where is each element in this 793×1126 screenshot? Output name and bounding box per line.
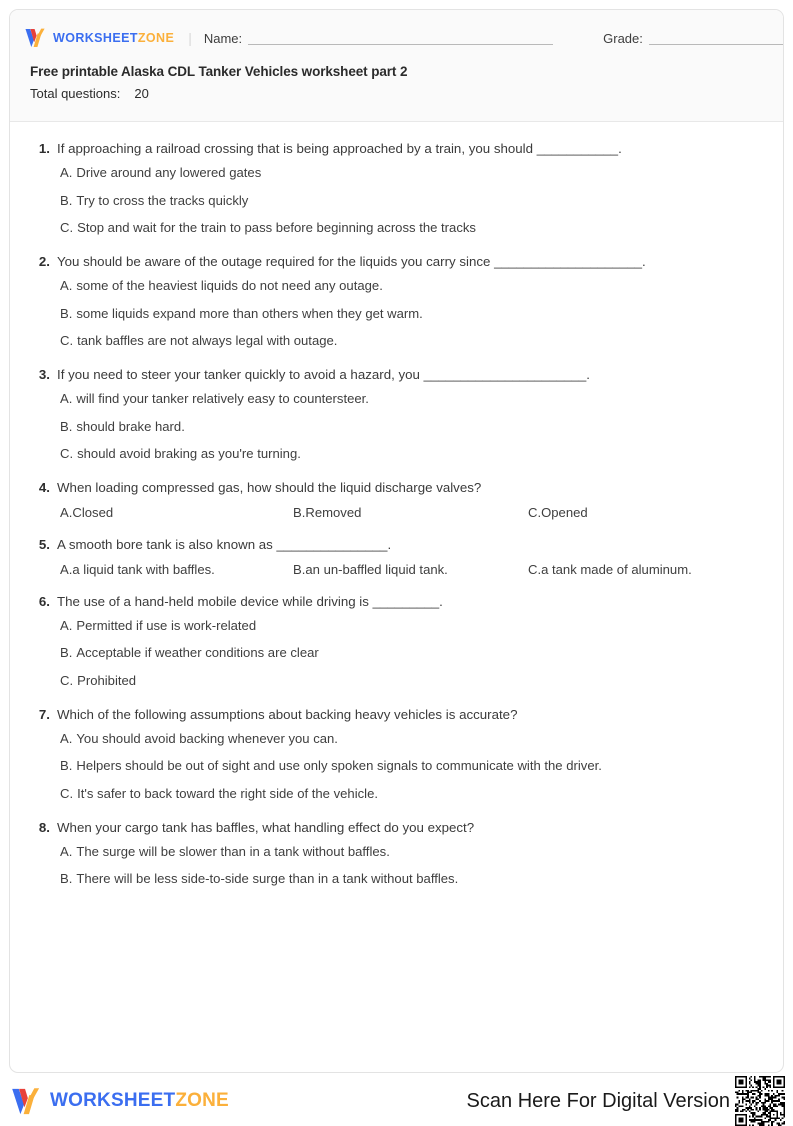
answer-option[interactable] xyxy=(293,561,448,579)
option-text: You should avoid backing whenever you can. xyxy=(76,730,338,746)
option-letter: A. xyxy=(60,164,73,180)
qr-code-icon[interactable] xyxy=(735,1076,785,1126)
answer-option[interactable] xyxy=(28,305,765,323)
grade-field-label: Grade: xyxy=(603,30,643,46)
worksheet-title: Free printable Alaska CDL Tanker Vehicles worksheet part 2 xyxy=(30,64,408,79)
option-text: will find your tanker relatively easy to countersteer. xyxy=(76,390,369,406)
option-text: tank baffles are not always legal with outage. xyxy=(77,333,338,349)
option-text: should avoid braking as you're turning. xyxy=(77,446,301,462)
answer-option[interactable] xyxy=(28,390,765,408)
option-text: Drive around any lowered gates xyxy=(76,164,262,180)
option-row xyxy=(28,561,765,579)
question-text: When your cargo tank has baffles, what handling effect do you expect? xyxy=(57,819,475,835)
option-list xyxy=(28,730,765,803)
option-letter: C. xyxy=(60,673,74,689)
question-prompt xyxy=(28,366,765,384)
question-number: 8. xyxy=(38,819,50,835)
option-letter: B. xyxy=(60,305,73,321)
answer-option[interactable] xyxy=(28,445,765,463)
option-letter: A. xyxy=(60,390,73,406)
option-text: an un-baffled liquid tank. xyxy=(305,561,448,577)
worksheet-header xyxy=(10,10,783,122)
question-number: 7. xyxy=(38,706,50,722)
question-prompt xyxy=(28,536,765,554)
worksheetzone-logo-icon xyxy=(10,1086,44,1117)
question-number: 4. xyxy=(38,479,50,495)
question-block xyxy=(28,479,765,522)
question-block xyxy=(28,706,765,803)
header-separator: | xyxy=(188,30,192,46)
option-letter: B. xyxy=(60,418,73,434)
question-number: 6. xyxy=(38,593,50,609)
option-letter: C. xyxy=(60,785,74,801)
question-number: 5. xyxy=(38,536,50,552)
answer-option[interactable] xyxy=(28,192,765,210)
question-text: You should be aware of the outage required for the liquids you carry since ____________________. xyxy=(57,253,646,269)
option-list xyxy=(28,390,765,463)
answer-option[interactable] xyxy=(60,561,215,579)
option-letter: B. xyxy=(60,645,73,661)
option-letter: C. xyxy=(60,446,74,462)
name-field-input[interactable] xyxy=(248,32,553,45)
answer-option[interactable] xyxy=(28,870,765,888)
option-text: Opened xyxy=(541,504,588,520)
total-questions-row xyxy=(30,86,783,102)
brand-word-zone: ZONE xyxy=(137,31,175,45)
option-letter: B. xyxy=(293,504,306,520)
option-text: Try to cross the tracks quickly xyxy=(76,192,249,208)
answer-option[interactable] xyxy=(528,504,588,522)
scan-here-label: Scan Here For Digital Version xyxy=(466,1089,730,1112)
answer-option[interactable] xyxy=(528,561,692,579)
question-text: A smooth bore tank is also known as _______________. xyxy=(57,536,392,552)
option-text: a tank made of aluminum. xyxy=(541,561,692,577)
page-footer xyxy=(0,1080,793,1122)
question-prompt xyxy=(28,253,765,271)
brand-word-worksheet: WORKSHEET xyxy=(53,31,138,45)
answer-option[interactable] xyxy=(28,672,765,690)
option-letter: A. xyxy=(60,277,73,293)
question-prompt xyxy=(28,706,765,724)
question-text: If you need to steer your tanker quickly to avoid a hazard, you ______________________. xyxy=(57,366,590,382)
option-text: It's safer to back toward the right side of the vehicle. xyxy=(77,785,378,801)
answer-option[interactable] xyxy=(28,730,765,748)
option-text: should brake hard. xyxy=(76,418,185,434)
option-text: Removed xyxy=(305,504,362,520)
option-text: some of the heaviest liquids do not need any outage. xyxy=(76,277,383,293)
footer-brand-word-zone: ZONE xyxy=(175,1090,229,1111)
option-letter: C. xyxy=(60,220,74,236)
brand-wordmark xyxy=(53,31,174,45)
option-text: some liquids expand more than others when they get warm. xyxy=(76,305,423,321)
option-letter: A. xyxy=(60,843,73,859)
answer-option[interactable] xyxy=(28,164,765,182)
option-list xyxy=(28,164,765,237)
answer-option[interactable] xyxy=(28,617,765,635)
option-text: Stop and wait for the train to pass before beginning across the tracks xyxy=(77,220,476,236)
option-text: Closed xyxy=(72,504,114,520)
question-number: 1. xyxy=(38,141,50,156)
answer-option[interactable] xyxy=(28,757,765,775)
option-list xyxy=(28,843,765,888)
option-list xyxy=(28,617,765,690)
total-questions-count: 20 xyxy=(134,86,149,102)
footer-scan-group xyxy=(467,1076,785,1126)
question-block xyxy=(28,536,765,579)
option-letter: B. xyxy=(293,561,306,577)
question-text: Which of the following assumptions about backing heavy vehicles is accurate? xyxy=(57,706,518,722)
option-text: Acceptable if weather conditions are clear xyxy=(76,645,319,661)
question-block xyxy=(28,140,765,237)
option-text: Prohibited xyxy=(77,673,137,689)
option-text: Helpers should be out of sight and use only spoken signals to communicate with the driver. xyxy=(76,758,602,774)
question-text: When loading compressed gas, how should the liquid discharge valves? xyxy=(57,479,482,495)
question-block xyxy=(28,593,765,690)
footer-brand-word-worksheet: WORKSHEET xyxy=(50,1090,176,1111)
worksheet-meta xyxy=(10,52,783,102)
answer-option[interactable] xyxy=(28,418,765,436)
header-top-row xyxy=(10,10,783,52)
question-list xyxy=(10,122,783,888)
option-letter: A. xyxy=(60,504,73,520)
answer-option[interactable] xyxy=(28,277,765,295)
total-questions-label: Total questions: xyxy=(30,86,121,102)
answer-option[interactable] xyxy=(28,785,765,803)
option-text: a liquid tank with baffles. xyxy=(72,561,215,577)
footer-brand xyxy=(10,1086,229,1117)
grade-field-input[interactable] xyxy=(649,32,784,45)
option-letter: B. xyxy=(60,871,73,887)
option-letter: B. xyxy=(60,758,73,774)
option-row xyxy=(28,504,765,522)
answer-option[interactable] xyxy=(28,644,765,662)
question-text: The use of a hand-held mobile device while driving is _________. xyxy=(57,593,443,609)
question-block xyxy=(28,366,765,463)
answer-option[interactable] xyxy=(28,332,765,350)
option-letter: A. xyxy=(60,561,73,577)
option-text: The surge will be slower than in a tank without baffles. xyxy=(76,843,390,859)
answer-option[interactable] xyxy=(28,219,765,237)
option-letter: C. xyxy=(528,504,542,520)
question-number: 3. xyxy=(38,366,50,382)
question-block xyxy=(28,253,765,350)
option-letter: B. xyxy=(60,192,73,208)
worksheetzone-logo-icon xyxy=(24,27,48,49)
option-text: There will be less side-to-side surge than in a tank without baffles. xyxy=(76,871,459,887)
option-letter: A. xyxy=(60,730,73,746)
answer-option[interactable] xyxy=(293,504,361,522)
option-letter: A. xyxy=(60,617,73,633)
name-field-label: Name: xyxy=(203,30,243,46)
answer-option[interactable] xyxy=(28,843,765,861)
option-text: Permitted if use is work-related xyxy=(76,617,257,633)
footer-brand-wordmark xyxy=(50,1090,229,1112)
question-prompt xyxy=(28,593,765,611)
question-prompt xyxy=(28,140,765,158)
question-block xyxy=(28,819,765,888)
question-number: 2. xyxy=(38,253,50,269)
question-text: If approaching a railroad crossing that is being approached by a train, you should ___________. xyxy=(57,141,622,156)
option-letter: C. xyxy=(60,333,74,349)
question-prompt xyxy=(28,479,765,497)
worksheet-card xyxy=(9,9,784,1073)
answer-option[interactable] xyxy=(60,504,113,522)
option-letter: C. xyxy=(528,561,542,577)
option-list xyxy=(28,277,765,350)
question-prompt xyxy=(28,819,765,837)
